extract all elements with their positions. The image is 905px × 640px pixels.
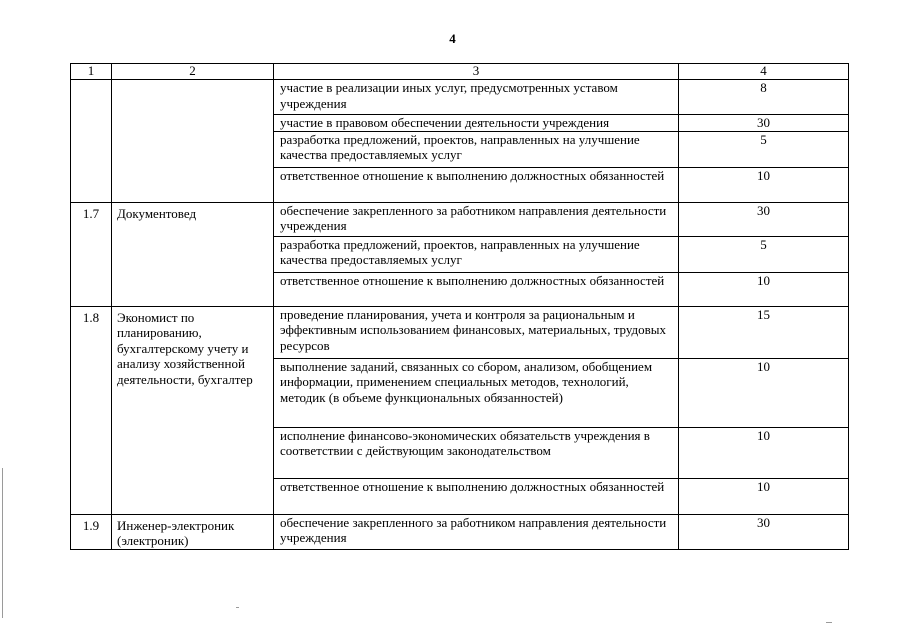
criterion-points: 10 xyxy=(679,358,849,427)
criterion-text: ответственное отношение к выполнению должностных обязанностей xyxy=(274,167,679,202)
criterion-text: обеспечение закрепленного за работником направления деятельности учреждения xyxy=(274,514,679,549)
criterion-text: участие в правовом обеспечении деятельности учреждения xyxy=(274,115,679,132)
criterion-points: 30 xyxy=(679,514,849,549)
criterion-points: 10 xyxy=(679,478,849,514)
criterion-points: 15 xyxy=(679,306,849,358)
criterion-text: исполнение финансово-экономических обязательств учреждения в соответствии с действующим законодательством xyxy=(274,427,679,478)
scan-speck xyxy=(826,622,832,623)
position-name: Инженер-электроник (электроник) xyxy=(112,514,274,549)
criterion-points: 10 xyxy=(679,272,849,306)
criterion-points: 5 xyxy=(679,131,849,167)
position-name xyxy=(112,80,274,203)
criterion-points: 30 xyxy=(679,202,849,236)
position-name: Экономист по планированию, бухгалтерскому учету и анализу хозяйственной деятельности, бухгалтер xyxy=(112,306,274,514)
table-row xyxy=(71,514,849,549)
header-col-2: 2 xyxy=(112,64,274,80)
criterion-text: ответственное отношение к выполнению должностных обязанностей xyxy=(274,478,679,514)
criterion-text: выполнение заданий, связанных со сбором, анализом, обобщением информации, применением специальных методов, технологий, методик (в объеме функциональных обязанностей) xyxy=(274,358,679,427)
scan-speck xyxy=(236,607,239,608)
criterion-points: 10 xyxy=(679,167,849,202)
header-col-1: 1 xyxy=(71,64,112,80)
position-name: Документовед xyxy=(112,202,274,306)
table-row xyxy=(71,80,849,115)
row-number: 1.7 xyxy=(71,202,112,306)
page-number: 4 xyxy=(449,31,456,46)
row-number xyxy=(71,80,112,203)
criterion-text: разработка предложений, проектов, направленных на улучшение качества предоставляемых услуг xyxy=(274,131,679,167)
table-row xyxy=(71,306,849,358)
scan-edge-mark xyxy=(2,468,3,618)
header-col-3: 3 xyxy=(274,64,679,80)
criterion-points: 5 xyxy=(679,236,849,272)
criteria-table xyxy=(70,63,849,550)
row-number: 1.9 xyxy=(71,514,112,549)
criterion-text: разработка предложений, проектов, направленных на улучшение качества предоставляемых услуг xyxy=(274,236,679,272)
criterion-points: 30 xyxy=(679,115,849,132)
criterion-text: участие в реализации иных услуг, предусмотренных уставом учреждения xyxy=(274,80,679,115)
header-col-4: 4 xyxy=(679,64,849,80)
criterion-text: ответственное отношение к выполнению должностных обязанностей xyxy=(274,272,679,306)
criterion-text: проведение планирования, учета и контроля за рациональным и эффективным использованием финансовых, материальных, трудовых ресурсов xyxy=(274,306,679,358)
table-header-row xyxy=(71,64,849,80)
criterion-points: 10 xyxy=(679,427,849,478)
criterion-text: обеспечение закрепленного за работником направления деятельности учреждения xyxy=(274,202,679,236)
criterion-points: 8 xyxy=(679,80,849,115)
table-row xyxy=(71,202,849,236)
row-number: 1.8 xyxy=(71,306,112,514)
